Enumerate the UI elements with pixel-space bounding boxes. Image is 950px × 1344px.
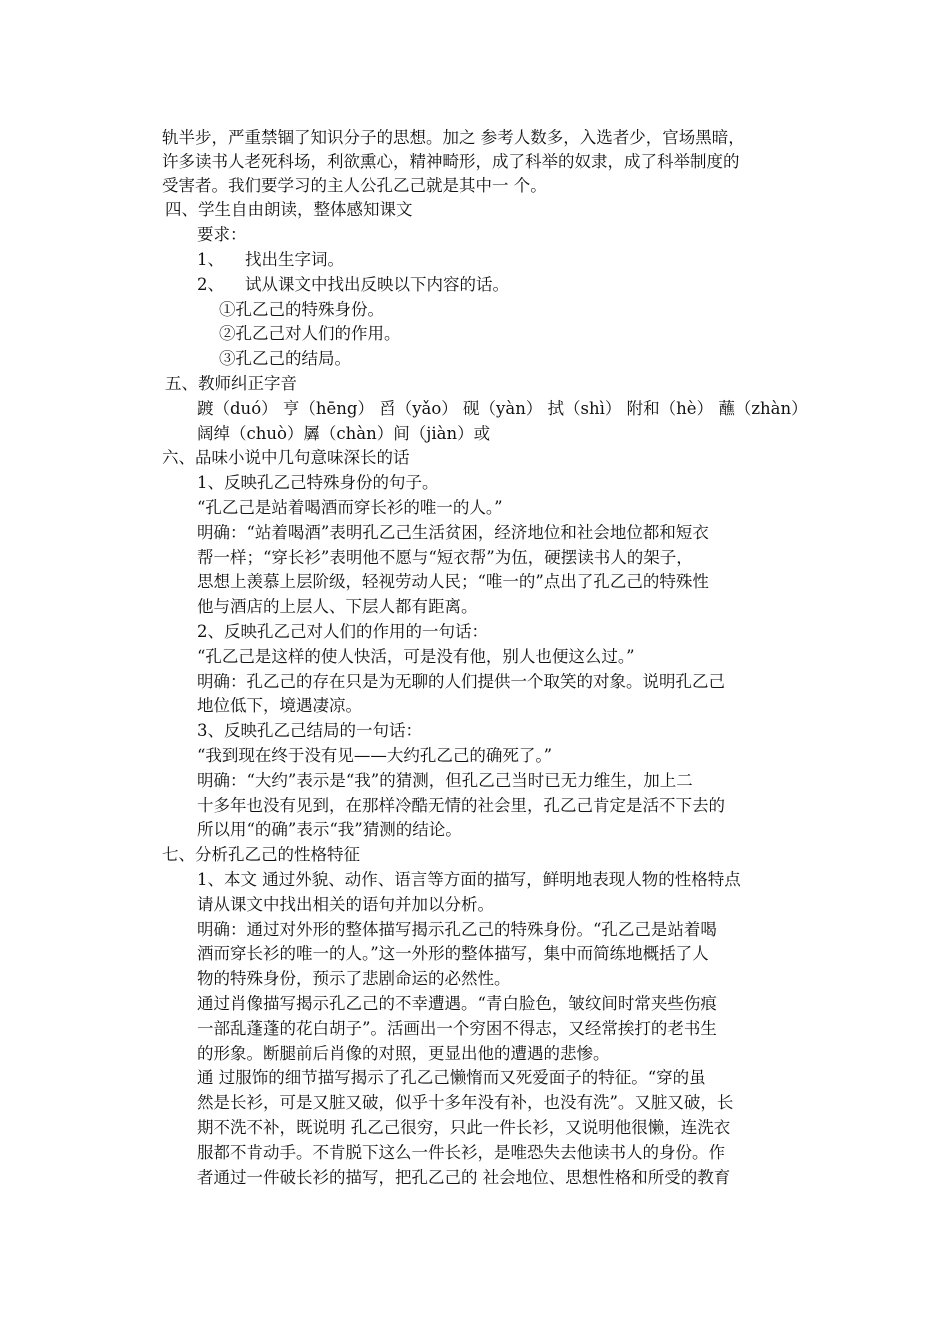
text-line: 2、反映孔乙己对人们的作用的一句话： — [197, 622, 488, 641]
text-line: 酒而穿长衫的唯一的人。”这一外形的整体描写，集中而简练地概括了人 — [197, 944, 709, 963]
quote-line: “孔乙己是站着喝酒而穿长衫的唯一的人。” — [197, 498, 503, 517]
text-line: 服都不肯动手。不肯脱下这么一件长衫，是唯恐失去他读书人的身份。作 — [197, 1143, 725, 1162]
list-item: 2、 试从课文中找出反映以下内容的话。 — [197, 275, 509, 294]
list-item: ①孔乙己的特殊身份。 — [219, 300, 384, 319]
text-line: 1、本文 通过外貌、动作、语言等方面的描写，鲜明地表现人物的性格特点 — [197, 870, 741, 889]
text-line: 十多年也没有见到，在那样冷酷无情的社会里，孔乙己肯定是活不下去的 — [197, 796, 725, 815]
text-line: 者通过一件破长衫的描写，把孔乙己的 社会地位、思想性格和所受的教育 — [197, 1168, 731, 1187]
text-line: 一部乱蓬蓬的花白胡子”。活画出一个穷困不得志，又经常挨打的老书生 — [197, 1019, 717, 1038]
text-line: 明确：“站着喝酒”表明孔乙己生活贫困，经济地位和社会地位都和短衣 — [197, 523, 709, 542]
text-line: 地位低下，境遇凄凉。 — [197, 696, 362, 715]
text-line: 期不洗不补，既说明 孔乙己很穷，只此一件长衫，又说明他很懒，连洗衣 — [197, 1118, 731, 1137]
text-line: 受害者。我们要学习的主人公孔乙己就是其中一 个。 — [162, 176, 547, 195]
quote-line: “我到现在终于没有见——大约孔乙己的确死了。” — [197, 746, 553, 765]
text-line: 然是长衫，可是又脏又破，似乎十多年没有补，也没有洗”。又脏又破，长 — [197, 1093, 734, 1112]
text-line: 轨半步，严重禁锢了知识分子的思想。加之 参考人数多，入选者少，官场黑暗， — [162, 128, 745, 147]
text-line: 物的特殊身份，预示了悲剧命运的必然性。 — [197, 969, 511, 988]
text-line: 帮一样；“穿长衫”表明他不愿与“短衣帮”为伍，硬摆读书人的架子， — [197, 548, 693, 567]
text-line: 通过肖像描写揭示孔乙己的不幸遭遇。“青白脸色，皱纹间时常夹些伤痕 — [197, 994, 717, 1013]
text-line: 的形象。断腿前后肖像的对照，更显出他的遭遇的悲惨。 — [197, 1044, 610, 1063]
list-item: 1、 找出生字词。 — [197, 250, 344, 269]
text-line: 1、反映孔乙己特殊身份的句子。 — [197, 473, 439, 492]
text-line: 请从课文中找出相关的语句并加以分析。 — [197, 895, 494, 914]
text-line: 思想上羡慕上层阶级，轻视劳动人民；“唯一的”点出了孔乙己的特殊性 — [197, 572, 709, 591]
text-line: 许多读书人老死科场，利欲熏心，精神畸形，成了科举的奴隶，成了科举制度的 — [162, 152, 740, 171]
section-heading: 七、分析孔乙己的性格特征 — [162, 845, 360, 864]
section-heading: 六、品味小说中几句意味深长的话 — [162, 448, 410, 467]
text-line: 要求： — [197, 225, 247, 244]
quote-line: “孔乙己是这样的使人快活，可是没有他，别人也便这么过。” — [197, 647, 635, 666]
text-line: 明确：通过对外形的整体描写揭示孔乙己的特殊身份。“孔乙己是站着喝 — [197, 920, 717, 939]
text-line: 明确：孔乙己的存在只是为无聊的人们提供一个取笑的对象。说明孔乙己 — [197, 672, 725, 691]
text-line: 他与酒店的上层人、下层人都有距离。 — [197, 597, 478, 616]
section-heading: 五、教师纠正字音 — [165, 374, 297, 393]
section-heading: 四、学生自由朗读，整体感知课文 — [165, 200, 413, 219]
text-line: 踱（duó） 亨（hēng） 舀（yǎo） 砚（yàn） 拭（shì） 附和（hè） 蘸（zhàn） — [197, 399, 808, 418]
list-item: ②孔乙己对人们的作用。 — [219, 324, 401, 343]
text-line: 所以用“的确”表示“我”猜测的结论。 — [197, 820, 462, 839]
text-line: 通 过服饰的细节描写揭示了孔乙己懒惰而又死爱面子的特征。“穿的虽 — [197, 1068, 706, 1087]
text-line: 阔绰（chuò）羼（chàn）间（jiàn）或 — [197, 424, 491, 443]
text-line: 3、反映孔乙己结局的一句话： — [197, 721, 422, 740]
list-item: ③孔乙己的结局。 — [219, 349, 351, 368]
text-line: 明确：“大约”表示是“我”的猜测，但孔乙己当时已无力维生，加上二 — [197, 771, 693, 790]
